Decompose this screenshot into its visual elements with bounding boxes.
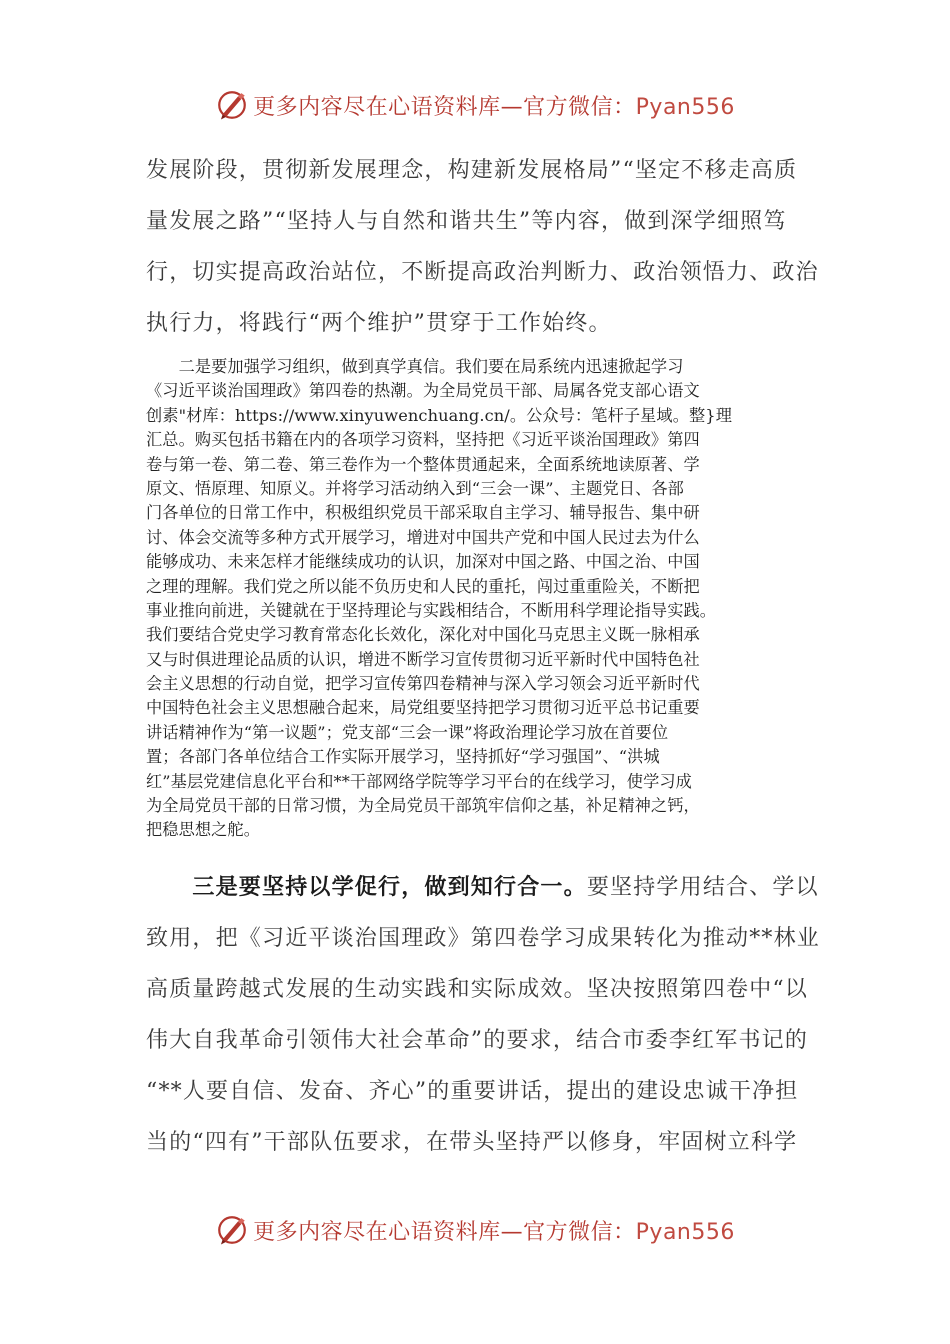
text-line: 伟大自我革命引领伟大社会革命”的要求，结合市委李红军书记的 [146,1028,809,1053]
text-line [146,862,819,913]
text-line: 会主义思想的行动自觉，把学习宣传第四卷精神与深入学习领会习近平新时代 [146,674,700,694]
paragraph-learning-to-practice [146,862,821,1168]
text-line: 当的“四有”干部队伍要求，在带头坚持严以修身，牢固树立科学 [146,1130,798,1155]
text-line: 量发展之路”“坚持人与自然和谐共生”等内容，做到深学细照笃 [146,209,787,234]
text-line: 执行力，将践行“两个维护”贯穿于工作始终。 [146,311,612,336]
text-line: 事业推向前进，关键就在于坚持理论与实践相结合，不断用科学理论指导实践。 [146,600,717,620]
text-line: 把稳思想之舵。 [146,820,261,840]
text-line: 汇总。购买包括书籍在内的各项学习资料，坚持把《习近平谈治国理政》第四 [146,430,700,450]
watermark-brand: 更多内容尽在心语资料库—官方微信： [253,94,636,120]
text-line: 置；各部门各单位结合工作实际开展学习，坚持抓好“学习强国”、“洪城 [146,747,660,767]
text-line: 讨、体会交流等多种方式开展学习，增进对中国共产党和中国人民过去为什么 [146,527,700,547]
text-line: 之理的理解。我们党之所以能不负历史和人民的重托，闯过重重险关，不断把 [146,576,700,596]
text-line: 红”基层党建信息化平台和**干部网络学院等学习平台的在线学习，使学习成 [146,771,692,791]
paragraph-study-organization [146,355,808,843]
paragraph-continuation [146,145,819,349]
text-line: 高质量跨越式发展的生动实践和实际成效。坚决按照第四卷中“以 [146,977,809,1002]
text-line: 二是要加强学习组织，做到真学真信。我们要在局系统内迅速掀起学习 [146,357,684,376]
text-line: 中国特色社会主义思想融合起来，局党组要坚持把学习贯彻习近平总书记重要 [146,698,700,718]
text-line: 又与时俱进理论品质的认识，增进不断学习宣传贯彻习近平新时代中国特色社 [146,649,700,669]
text-line: 讲话精神作为“第一议题”；党支部“三会一课”将政治理论学习放在首要位 [146,722,669,742]
watermark-text [253,1215,735,1246]
text-line: “**人要自信、发奋、齐心”的重要讲话，提出的建设忠诚干净担 [146,1079,799,1104]
text-line: 《习近平谈治国理政》第四卷的热潮。为全局党员干部、局属各党支部心语文 [146,381,700,401]
text-line: 发展阶段，贯彻新发展理念，构建新发展格局”“坚定不移走高质 [146,158,798,183]
text-line: 为全局党员干部的日常习惯，为全局党员干部筑牢信仰之基，补足精神之钙， [146,796,700,816]
text-line: 能够成功、未来怎样才能继续成功的认识，加深对中国之路、中国之治、中国 [146,552,700,572]
header-watermark [0,85,950,125]
watermark-brand: 更多内容尽在心语资料库—官方微信： [253,1219,636,1245]
watermark-wechat-id: Pyan556 [635,94,735,120]
text-line: 原文、悟原理、知原义。并将学习活动纳入到“三会一课”、主题党日、各部 [146,478,684,498]
text-line: 我们要结合党史学习教育常态化长效化，深化对中国化马克思主义既一脉相承 [146,625,700,645]
lead-continuation: 要坚持学用结合、学以 [586,875,819,900]
footer-watermark [0,1210,950,1250]
watermark-wechat-id: Pyan556 [635,1219,735,1245]
text-line: 卷与第一卷、第二卷、第三卷作为一个整体贯通起来，全面系统地读原著、学 [146,454,700,474]
text-line: 行，切实提高政治站位，不断提高政治判断力、政治领悟力、政治 [146,260,819,285]
paragraph-lead: 三是要坚持以学促行，做到知行合一。 [192,874,587,900]
pen-circle-icon [215,1213,249,1247]
text-line: 门各单位的日常工作中，积极组织党员干部采取自主学习、辅导报告、集中研 [146,503,700,523]
text-line: 致用，把《习近平谈治国理政》第四卷学习成果转化为推动**林业 [146,926,821,951]
text-line: 创素"材库：https://www.xinyuwenchuang.cn/。公众号：笔杆子星域。整}理 [146,405,732,425]
watermark-text [253,90,735,121]
pen-circle-icon [215,88,249,122]
